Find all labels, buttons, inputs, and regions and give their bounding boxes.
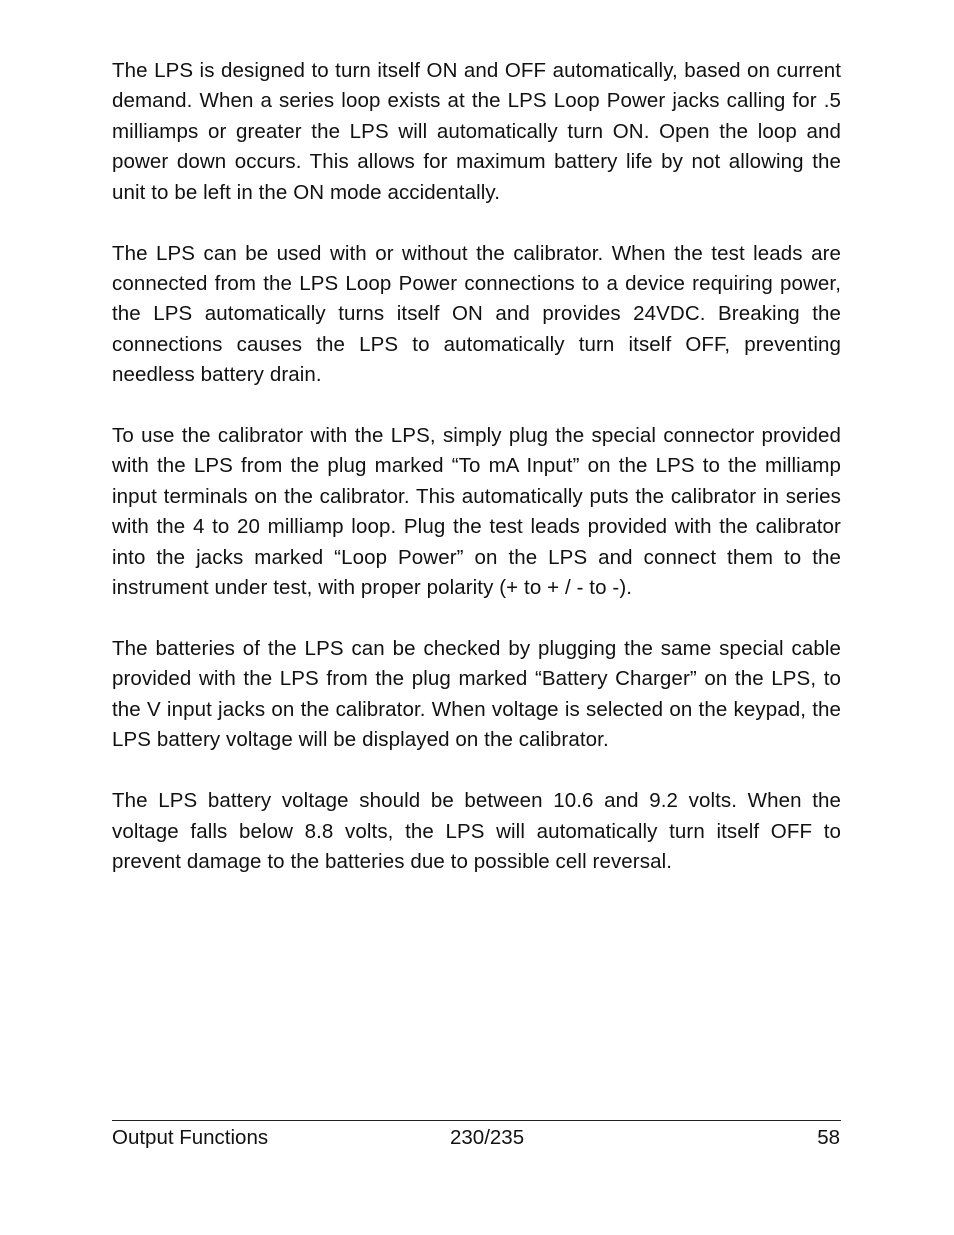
paragraph-with-or-without-calibrator: The LPS can be used with or without the calibrator. When the test leads are connected from the LPS Loop Power connections to a device requiring power, the LPS automatically turns itself ON and provides 24VDC. Breaking the connections causes the LPS to automatically turn itself OFF, preventing needless battery drain. (112, 241, 841, 387)
footer-model: 230/235 (450, 1126, 525, 1149)
footer-divider (112, 1120, 841, 1121)
paragraph-using-calibrator: To use the calibrator with the LPS, simply plug the special connector provided with the LPS from the plug marked “To mA Input” on the LPS to the milliamp input terminals on the calibrator. This automatically puts the calibrator in series with the 4 to 20 milliamp loop. Plug the test leads provided with the calibrator into the jacks marked “Loop Power” on the LPS and connect them to the instrument under test, with proper polarity (+ to + / - to -). (112, 424, 841, 600)
paragraph-auto-power: The LPS is designed to turn itself ON and OFF automatically, based on current demand. When a series loop exists at the LPS Loop Power jacks calling for .5 milliamps or greater the LPS will automatically turn ON. Open the loop and power down occurs. This allows for maximum battery life by not allowing the unit to be left in the ON mode accidentally. (112, 59, 841, 204)
footer-page-number: 58 (817, 1126, 840, 1149)
footer-section-title: Output Functions (112, 1126, 269, 1149)
paragraph-battery-check: The batteries of the LPS can be checked by plugging the same special cable provided with the LPS from the plug marked “Battery Charger” on the LPS, to the V input jacks on the calibrator. When voltage is selected on the keypad, the LPS battery voltage will be displayed on the calibrator. (112, 637, 841, 752)
page-body (112, 56, 841, 908)
paragraph-battery-voltage: The LPS battery voltage should be between 10.6 and 9.2 volts. When the voltage falls below 8.8 volts, the LPS will automatically turn itself OFF to prevent damage to the batteries due to possible cell reversal. (112, 789, 841, 873)
page-footer (112, 1123, 841, 1153)
